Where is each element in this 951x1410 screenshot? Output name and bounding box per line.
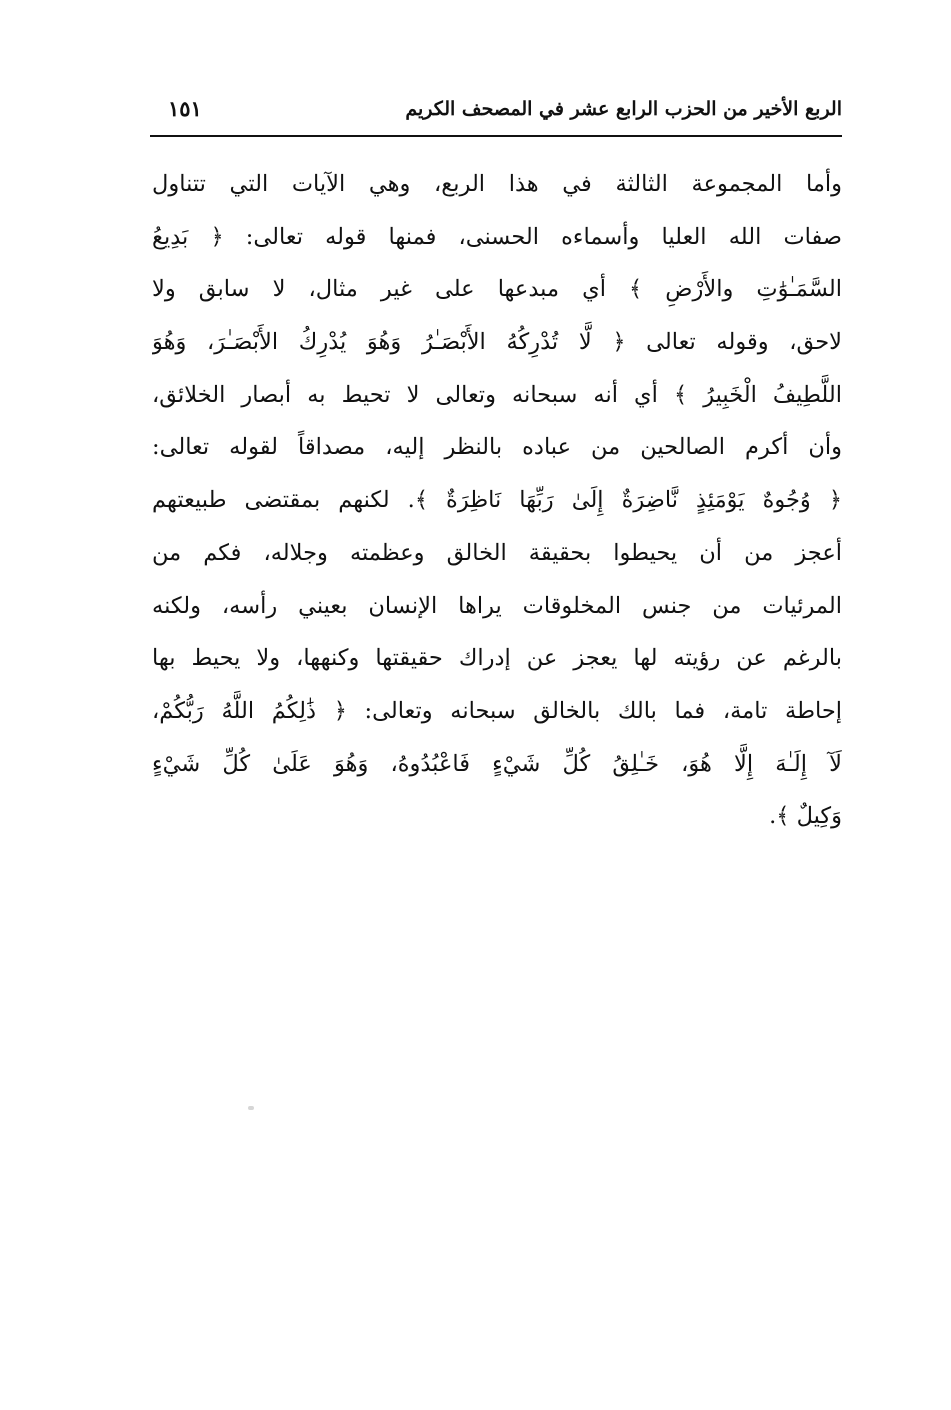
text-line: لاحق، وقوله تعالى ﴿ لَّا تُدْرِكُهُ الأَبْصَـٰرُ وَهُوَ يُدْرِكُ الأَبْصَـٰرَ، وَهُوَ <box>152 329 842 356</box>
body-text <box>152 158 842 843</box>
text-line: ﴿ وُجُوهٌ يَوْمَئِذٍ نَّاضِرَةٌ إِلَىٰ رَبِّهَا نَاظِرَةٌ ﴾. لكنهم بمقتضى طبيعتهم <box>152 487 842 514</box>
text-line: وأما المجموعة الثالثة في هذا الربع، وهي الآيات التي تتناول <box>152 171 842 197</box>
page-number: ١٥١ <box>168 96 202 121</box>
running-header <box>150 92 842 132</box>
scan-speck <box>248 1106 254 1110</box>
text-line: السَّمَـٰوَٰتِ والأَرْضِ ﴾ أي مبدعها على غير مثال، لا سابق ولا <box>152 276 842 303</box>
text-line: اللَّطِيفُ الْخَبِيرُ ﴾ أي أنه سبحانه وتعالى لا تحيط به أبصار الخلائق، <box>152 381 842 408</box>
header-rule <box>150 135 842 137</box>
text-line: صفات الله العليا وأسماءه الحسنى، فمنها قوله تعالى: ﴿ بَدِيعُ <box>152 223 842 250</box>
text-line: أعجز من أن يحيطوا بحقيقة الخالق وعظمته وجلاله، فكم من <box>152 539 842 566</box>
text-line-last: وَكِيلٌ ﴾. <box>769 803 842 830</box>
text-line: لَآ إِلَـٰهَ إِلَّا هُوَ، خَـٰلِقُ كُلِّ شَيْءٍ فَاعْبُدُوهُ، وَهُوَ عَلَىٰ كُلِّ شَيْءٍ <box>152 750 842 777</box>
text-line: وأن أكرم الصالحين من عباده بالنظر إليه، مصداقاً لقوله تعالى: <box>152 434 842 461</box>
text-line: المرئيات من جنس المخلوقات يراها الإنسان بعيني رأسه، ولكنه <box>152 592 842 619</box>
text-line: إحاطة تامة، فما بالك بالخالق سبحانه وتعالى: ﴿ ذَٰلِكُمُ اللَّهُ رَبُّكُمْ، <box>152 697 842 724</box>
text-line: بالرغم عن رؤيته لها يعجز عن إدراك حقيقتها وكنهها، ولا يحيط بها <box>152 645 842 672</box>
running-header-title: الربع الأخير من الحزب الرابع عشر في المصحف الكريم <box>405 98 842 120</box>
